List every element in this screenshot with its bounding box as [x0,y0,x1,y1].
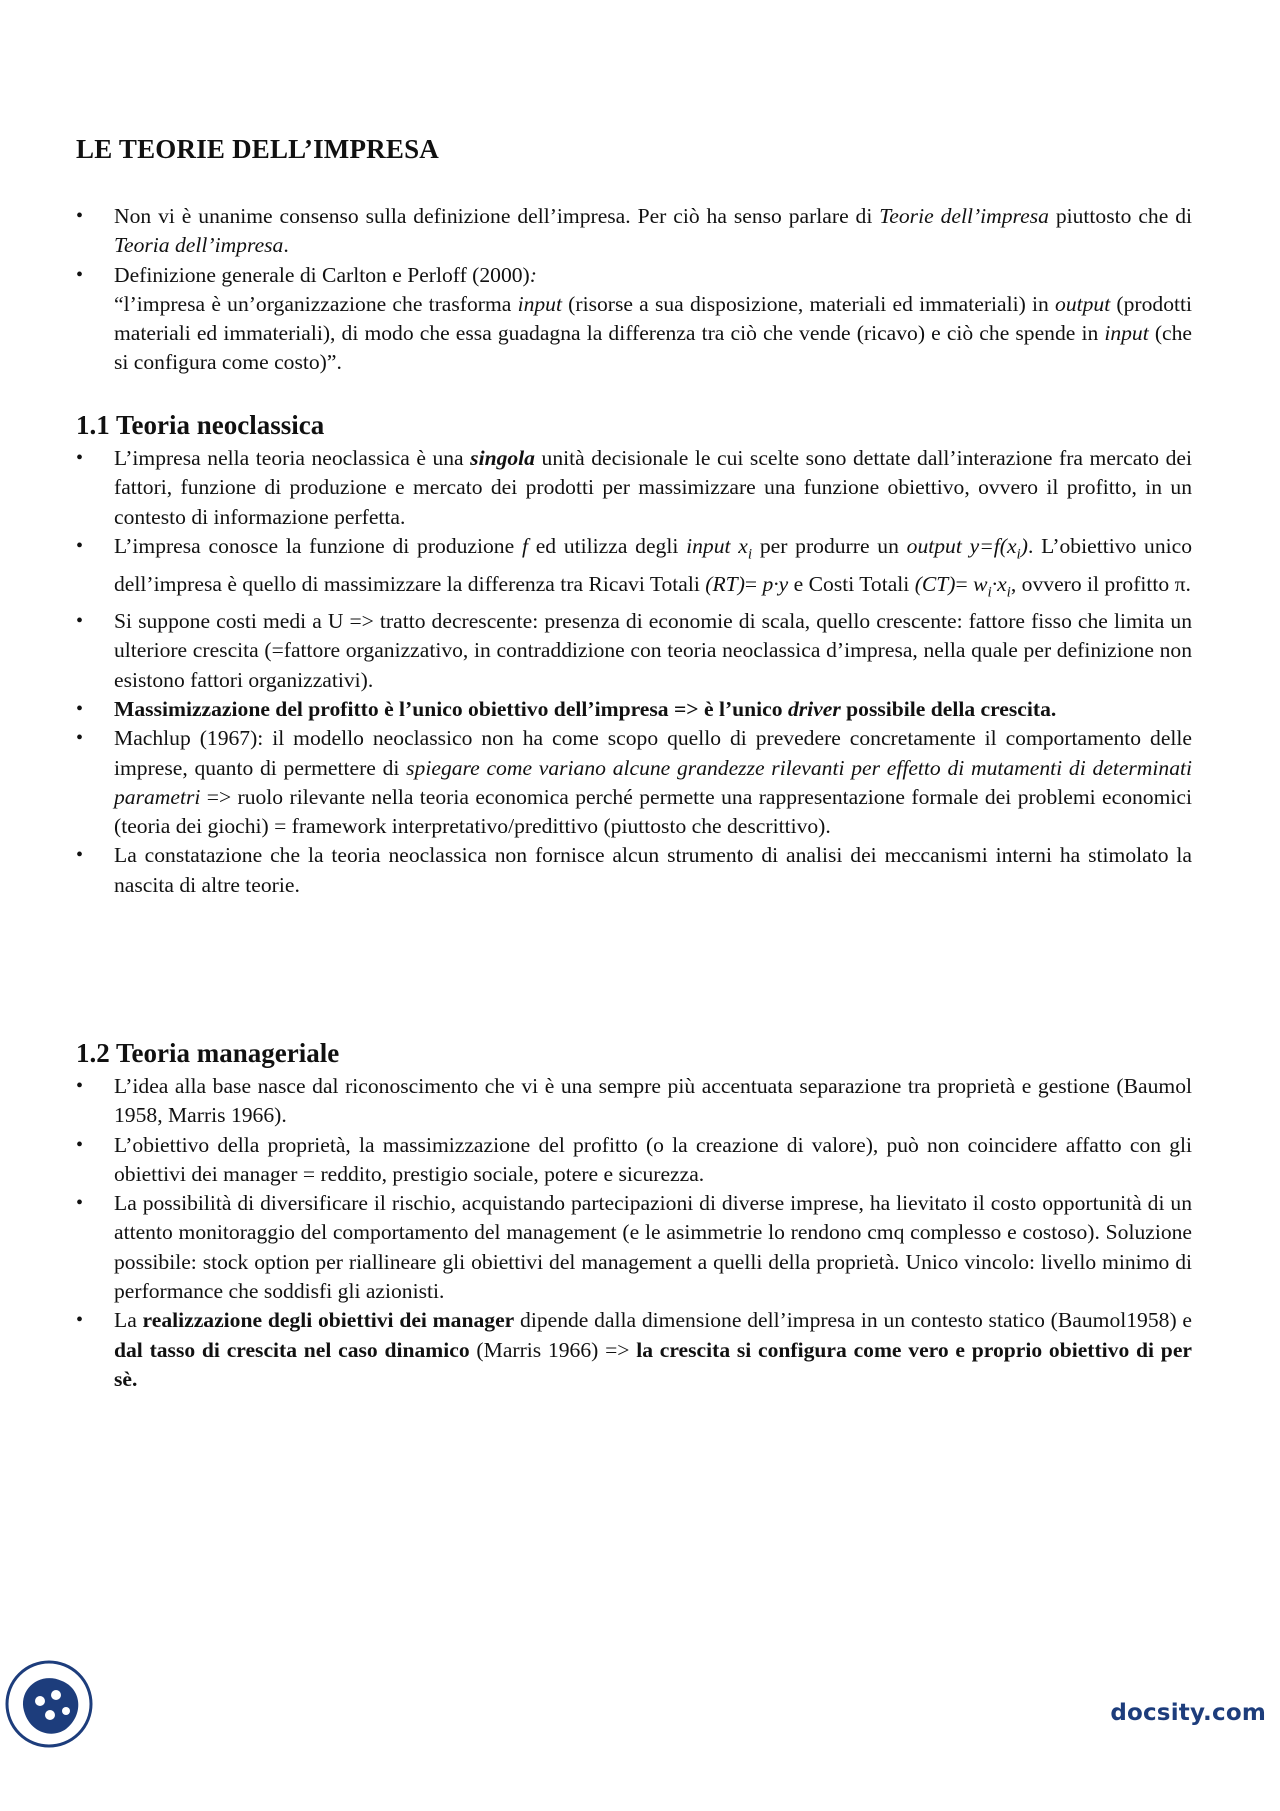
text-segment: L’impresa conosce la funzione di produzione [114,533,522,558]
text-segment: f [521,533,528,558]
bullet-icon: • [76,698,84,720]
bullet-icon: • [76,727,84,750]
text-segment: possibile della crescita. [840,697,1057,721]
text-segment: = [744,571,763,596]
text-segment: (CT) [914,571,956,596]
text-segment: input [1104,321,1149,346]
text-segment: dipende dalla dimensione dell’impresa in un contesto statico (Baumol1958) e [514,1308,1192,1333]
list-item [76,444,1192,532]
text-segment: => ruolo rilevante nella teoria economica perché permette una rappresentazione formale dei problemi economici (teoria dei giochi) = framework interpretativo/predittivo (piuttosto che descrittivo). [114,784,1192,839]
neoclassica-list [76,444,1192,900]
text-segment: . L’obiettivo unico dell’impresa è quello di massimizzare la differenza tra Ricavi Totali [114,533,1193,596]
text-segment: La [114,1308,143,1333]
section-heading-neoclassica: 1.1 Teoria neoclassica [76,410,325,440]
list-item [76,841,1192,900]
list-item [76,724,1192,841]
list-item [76,202,1192,261]
text-segment: (risorse a sua disposizione, materiali ed immateriali) in [561,291,1056,316]
text-segment: . [283,233,289,258]
text-segment: Definizione generale di Carlton e Perloff (2000) [114,262,530,287]
text-segment: L’obiettivo della proprietà, la massimizzazione del profitto (o la creazione di valore), può non coincidere affatto con gli obiettivi dei manager = reddito, prestigio sociale, potere e sicurezza. [114,1132,1192,1186]
text-segment: ed utilizza degli [527,533,687,558]
text-segment: Machlup (1967): il modello neoclassico non ha come scopo quello di prevedere concretamente il comportamento delle imprese, quanto di permettere di [114,726,1192,780]
list-item [76,532,1192,607]
list-item [76,1072,1192,1131]
bullet-icon: • [76,610,84,633]
text-segment: singola [470,446,535,470]
bullet-icon: • [76,205,84,227]
docsity-brand-link[interactable]: docsity.com [1110,1700,1266,1726]
text-segment: input x [686,533,748,558]
text-segment: la crescita si configura come vero e proprio obiettivo di per sè. [114,1337,1192,1391]
text-segment: i [1006,583,1011,600]
manageriale-list [76,1072,1192,1394]
text-segment: Teorie dell’impresa [879,204,1049,228]
text-segment: realizzazione degli obiettivi dei manager [142,1308,515,1333]
text-segment: dal tasso di crescita nel caso dinamico [114,1337,470,1362]
text-segment: (RT) [705,571,745,596]
text-segment: ) [1020,533,1028,558]
bullet-icon: • [76,844,84,867]
text-segment: e Costi Totali [788,571,915,596]
text-segment: Teoria dell’impresa [114,233,284,258]
text-segment: output y=f(x [906,533,1017,558]
text-segment: = [955,571,974,596]
text-segment: driver [787,697,841,721]
intro-list [76,202,1192,378]
text-segment: per produrre un [752,533,907,558]
bullet-icon: • [76,534,84,557]
text-segment: input [517,291,562,316]
text-segment: unità decisionale le cui scelte sono dettate dall’interazione fra mercato dei fattori, funzione di produzione e mercato dei prodotti per massimizzare una funzione obiettivo, ovvero il profitto, in un contesto di informazione perfetta. [114,446,1192,529]
text-segment: , ovvero il profitto π. [1010,571,1191,596]
text-segment: i [747,546,753,563]
text-segment: La constatazione che la teoria neoclassica non fornisce alcun strumento di analisi dei meccanismi interni ha stimolato la nascita di altre teorie. [114,843,1192,897]
text-segment: i [987,583,992,600]
list-item [76,695,1192,724]
text-segment: “l’impresa è un’organizzazione che trasforma [114,291,518,316]
text-segment: output [1055,291,1111,316]
text-segment: Si suppone costi medi a U => tratto decrescente: presenza di economie di scala, quello crescente: fattore fisso che limita un ulteriore crescita (=fattore organizzativo, in contraddizione con teoria neoclassica d’impresa, nella quale per definizione non esistono fattori organizzativi). [114,609,1192,692]
text-segment: (prodotti materiali ed immateriali), di modo che essa guadagna la differenza tra ciò che vende (ricavo) e ciò che spende in [114,291,1193,346]
list-item [76,1131,1192,1190]
list-item [76,261,1192,378]
text-segment: w [973,571,988,596]
list-item [76,1189,1192,1306]
text-segment: La possibilità di diversificare il rischio, acquistando partecipazioni di diverse imprese, ha lievitato il costo opportunità di un attento monitoraggio del comportamento del management (e le asimmetrie lo rendono cmq complesso e costoso). Soluzione possibile: stock option per riallineare gli obiettivi del management a quelli della proprietà. Unico vincolo: livello minimo di performance che soddisfi gli azionisti. [114,1191,1192,1304]
text-segment: piuttosto che di [1048,204,1192,228]
bullet-icon: • [76,1192,84,1215]
text-segment: (Marris 1966) => [469,1337,637,1362]
bullet-icon: • [76,1309,84,1332]
text-segment: ·x [991,571,1007,596]
text-segment: L’idea alla base nasce dal riconoscimento che vi è una sempre più accentuata separazione tra proprietà e gestione (Baumol 1958, Marris 1966). [114,1074,1192,1128]
bullet-icon: • [76,447,84,469]
text-segment: L’impresa nella teoria neoclassica è una [114,446,471,470]
text-segment: : [529,262,537,287]
section-heading-manageriale: 1.2 Teoria manageriale [76,1038,340,1068]
list-item [76,1306,1192,1394]
docsity-logo-icon[interactable] [4,1659,94,1749]
bullet-icon: • [76,1133,84,1156]
bullet-icon: • [76,263,84,286]
bullet-icon: • [76,1075,84,1097]
text-segment: p·y [762,571,789,596]
text-segment: spiegare come variano alcune grandezze rilevanti per effetto di mutamenti di determinati parametri [114,755,1192,809]
text-segment: i [1016,546,1021,563]
text-segment: (che si configura come costo)”. [114,321,1192,375]
page-title: LE TEORIE DELL’IMPRESA [76,134,440,164]
text-segment: Non vi è unanime consenso sulla definizione dell’impresa. Per ciò ha senso parlare di [114,204,880,228]
list-item [76,607,1192,695]
text-segment: Massimizzazione del profitto è l’unico obiettivo dell’impresa => è l’unico [114,697,788,721]
